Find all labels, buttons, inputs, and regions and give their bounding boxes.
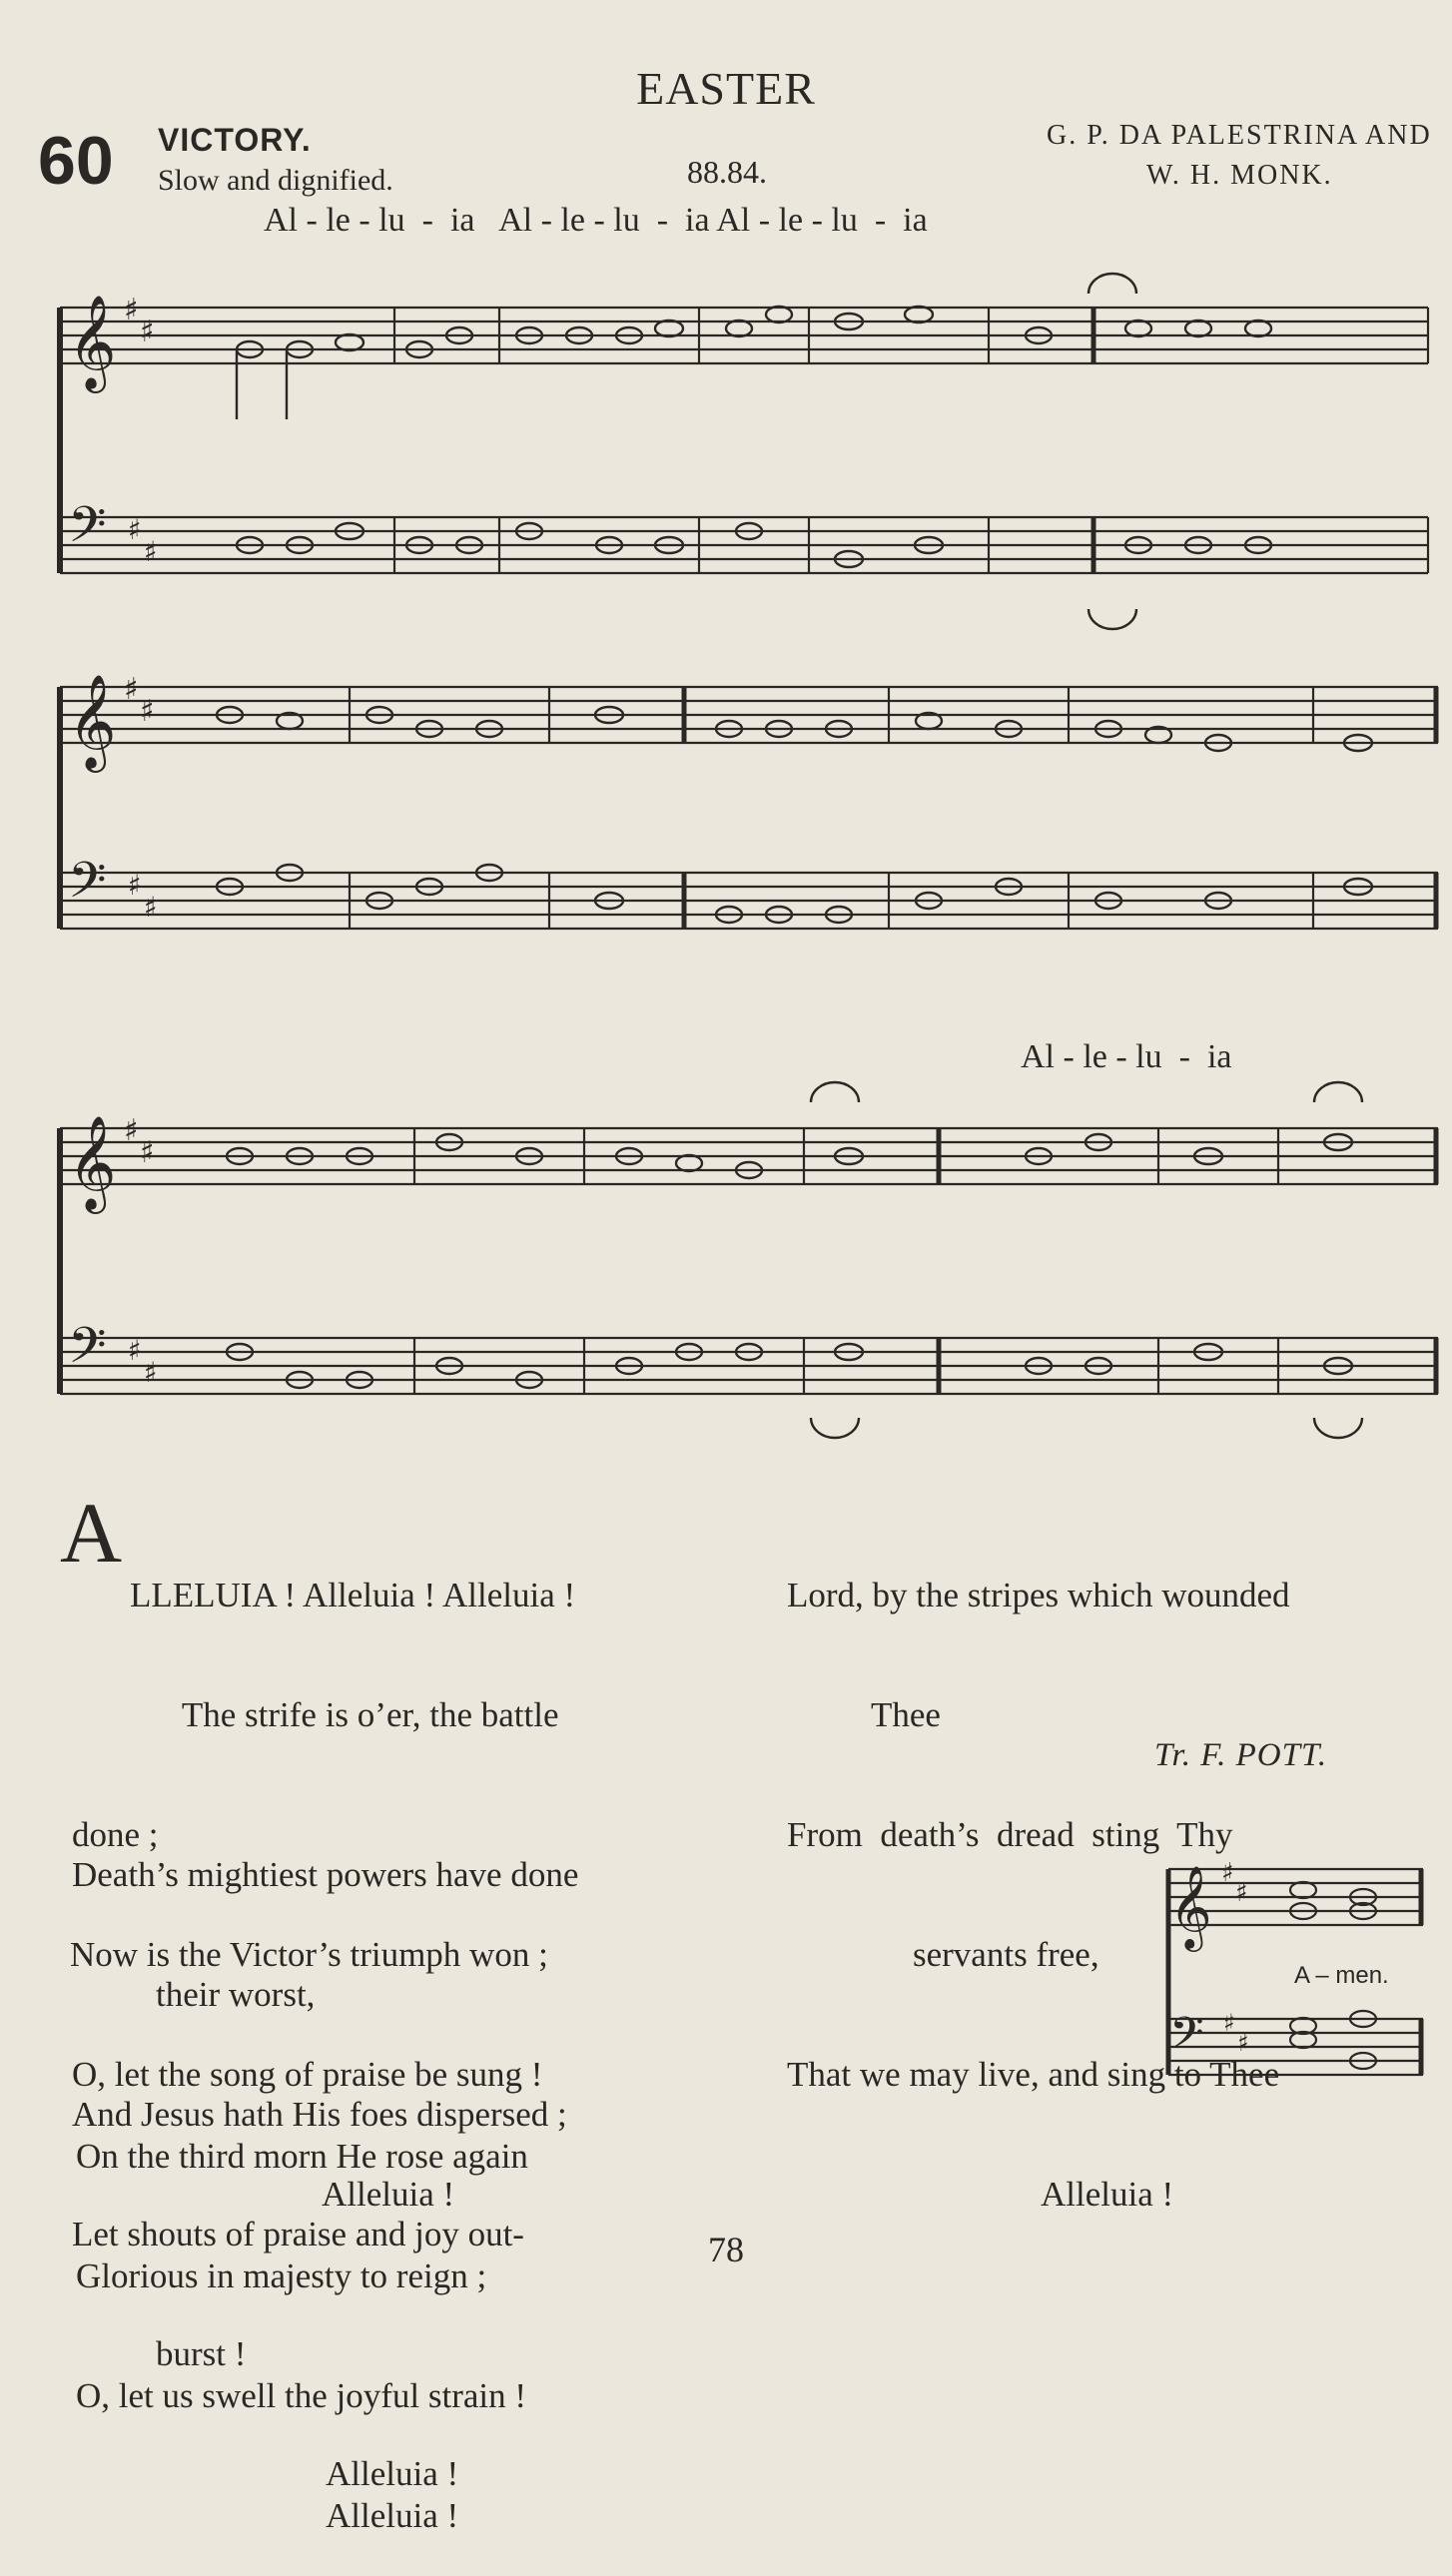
stanza-refrain: Alleluia !: [322, 2175, 455, 2214]
system-1: [60, 308, 1428, 573]
drop-cap: A: [60, 1485, 123, 1581]
stanza-line: And Jesus hath His foes dispersed ;: [72, 2095, 567, 2134]
system-2: [60, 687, 1438, 929]
svg-text:𝄞: 𝄞: [1169, 1864, 1212, 1948]
svg-text:♯: ♯: [124, 293, 139, 327]
stanza-line: LLELUIA ! Alleluia ! Alleluia !: [130, 1576, 576, 1614]
svg-text:♯: ♯: [144, 535, 158, 568]
svg-text:𝄢: 𝄢: [1169, 2007, 1204, 2070]
stanza-line: their worst,: [156, 1975, 316, 2014]
svg-text:♯: ♯: [128, 1334, 142, 1367]
stanza-line: Lord, by the stripes which wounded: [787, 1576, 1290, 1614]
stanza-line: Let shouts of praise and joy out-: [72, 2215, 524, 2254]
svg-text:𝄢: 𝄢: [68, 852, 107, 922]
svg-text:𝄞: 𝄞: [68, 1115, 117, 1210]
svg-text:♯: ♯: [140, 694, 155, 729]
stanza-refrain: Alleluia !: [1041, 2175, 1174, 2214]
svg-text:𝄢: 𝄢: [68, 1317, 107, 1387]
stanza-4: [787, 1496, 1290, 2254]
section-title: EASTER: [636, 63, 816, 114]
meter: 88.84.: [687, 154, 767, 190]
tune-name: VICTORY.: [158, 122, 312, 158]
svg-text:♯: ♯: [124, 1113, 139, 1148]
svg-text:♯: ♯: [128, 513, 142, 546]
stanza-line: Glorious in majesty to reign ;: [76, 2256, 487, 2295]
composer-line-1: G. P. DA PALESTRINA AND: [1047, 120, 1432, 151]
svg-text:♯: ♯: [144, 1356, 158, 1389]
stanza-line: From death’s dread sting Thy: [787, 1815, 1233, 1854]
stanza-line: O, let us swell the joyful strain !: [76, 2376, 527, 2415]
stanza-refrain: Alleluia !: [326, 2454, 459, 2493]
svg-text:♯: ♯: [124, 672, 139, 707]
stanza-line: burst !: [156, 2334, 247, 2373]
svg-text:♯: ♯: [128, 869, 142, 902]
stanza-3: [76, 2057, 528, 2576]
stanza-line: servants free,: [913, 1935, 1099, 1974]
stanza-line: Thee: [871, 1695, 941, 1734]
stanza-line: The strife is o’er, the battle: [130, 1695, 559, 1734]
svg-text:♯: ♯: [140, 315, 155, 349]
stanza-line: On the third morn He rose again: [76, 2137, 528, 2176]
tempo-marking: Slow and dignified.: [158, 164, 393, 197]
stanza-line: That we may live, and sing to Thee: [787, 2055, 1280, 2094]
stanza-line: O, let the song of praise be sung !: [72, 2055, 543, 2094]
system-3: [60, 1128, 1438, 1394]
svg-text:𝄞: 𝄞: [68, 295, 117, 389]
page-number: 78: [708, 2230, 744, 2269]
stanza-line: Now is the Victor’s triumph won ;: [70, 1935, 548, 1974]
stanza-line: Death’s mightiest powers have done: [72, 1855, 579, 1894]
music-score: [50, 270, 1448, 1488]
svg-text:♯: ♯: [144, 891, 158, 924]
svg-text:𝄢: 𝄢: [68, 496, 107, 566]
music-lyrics-line-1: Al - le - lu - ia Al - le - lu - ia Al - le - lu - ia: [264, 202, 928, 239]
music-lyrics-line-2: Al - le - lu - ia: [1021, 1038, 1232, 1075]
stanza-refrain: Alleluia !: [326, 2496, 459, 2535]
svg-text:♯: ♯: [140, 1135, 155, 1170]
stanza-line: done ;: [72, 1815, 159, 1854]
svg-text:♯: ♯: [1235, 1878, 1248, 1908]
svg-text:𝄞: 𝄞: [68, 674, 117, 769]
svg-text:♯: ♯: [1237, 2029, 1249, 2057]
hymn-number: 60: [38, 123, 114, 199]
svg-text:♯: ♯: [1221, 1858, 1234, 1888]
composer-line-2: W. H. MONK.: [1146, 160, 1333, 191]
translator-credit: Tr. F. POTT.: [1154, 1737, 1328, 1773]
amen-label: A – men.: [1294, 1962, 1389, 1989]
svg-text:♯: ♯: [1223, 2009, 1235, 2037]
